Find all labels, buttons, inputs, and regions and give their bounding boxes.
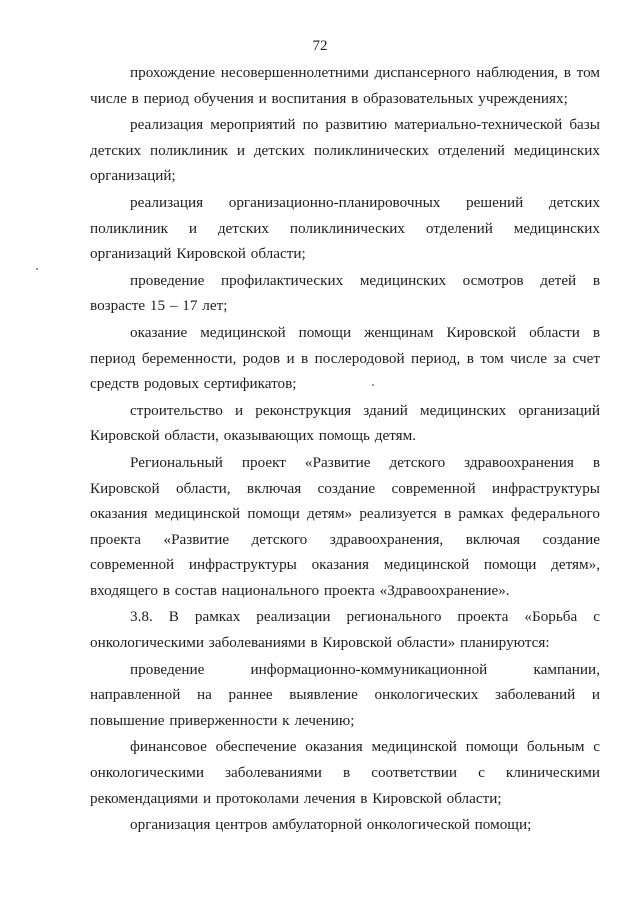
paragraph-preventive-exams: проведение профилактических медицинских осмотров детей в возрасте 15 – 17 лет; (90, 271, 600, 315)
paragraph-planning-solutions: реализация организационно-планировочных решений детских поликлиник и детских поликлинических отделений медицинских организаций Кировской области; (90, 193, 600, 263)
paragraph-financial-support: финансовое обеспечение оказания медицинской помощи больным с онкологическими заболеваниями в соответствии с клиническими рекомендациями и протоколами лечения в Кировской области; (90, 738, 600, 807)
paragraph-information-campaign: проведение информационно-коммуникационной кампании, направленной на раннее выявление онкологических заболеваний и повышение приверженности к лечению; (90, 660, 600, 729)
paragraph-oncology-centers: организация центров амбулаторной онкологической помощи; (130, 816, 532, 834)
document-body (90, 60, 600, 838)
paragraph-dispensary-observation: прохождение несовершеннолетними диспансерного наблюдения, в том числе в период обучения и воспитания в образовательных учреждениях; (90, 64, 600, 107)
paragraph-construction: строительство и реконструкция зданий медицинских организаций Кировской области, оказывающих помощь детям. (90, 401, 600, 445)
scan-speck (372, 384, 374, 386)
paragraph-regional-project: Региональный проект «Развитие детского здравоохранения в Кировской области, включая создание современной инфраструктуры оказания медицинской помощи детям» реализуется в рамках федерального проекта «Развитие детского здравоохранения, включая создание современной инфраструктуры оказания медицинской помощи детям», входящего в состав национального проекта «Здравоохранение». (90, 453, 600, 599)
scan-speck (36, 268, 38, 270)
paragraph-section-3-8: 3.8. В рамках реализации регионального проекта «Борьба с онкологическими заболеваниями в Кировской области» планируются: (90, 608, 600, 652)
page-number: 72 (312, 38, 328, 54)
paragraph-material-base: реализация мероприятий по развитию материально-технической базы детских поликлиник и детских поликлинических отделений медицинских организаций; (90, 116, 600, 185)
paragraph-maternity-care: оказание медицинской помощи женщинам Кировской области в период беременности, родов и в послеродовой период, в том числе за счет средств родовых сертификатов; (90, 323, 600, 393)
